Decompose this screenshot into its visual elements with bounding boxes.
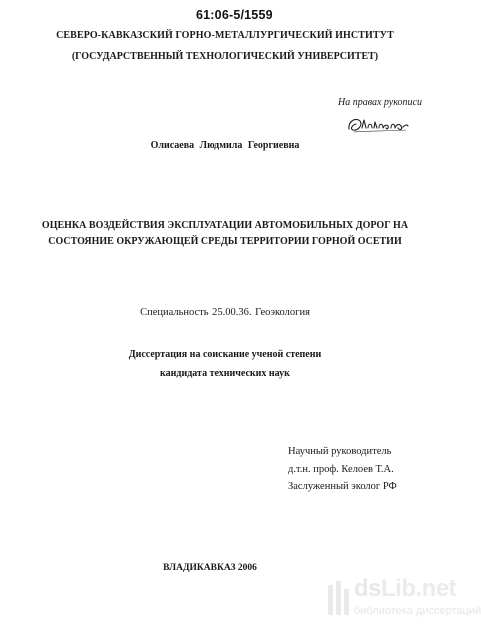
- supervisor-role: Научный руководитель: [288, 446, 392, 457]
- manuscript-rights-note: На правах рукописи: [338, 97, 422, 108]
- institute-name: СЕВЕРО-КАВКАЗСКИЙ ГОРНО-МЕТАЛЛУРГИЧЕСКИЙ ИНСТИТУТ: [56, 30, 394, 41]
- city-year: ВЛАДИКАВКАЗ 2006: [163, 563, 257, 573]
- dslib-logo-prefix: ds: [354, 575, 382, 602]
- title-line-1: ОЦЕНКА ВОЗДЕЙСТВИЯ ЭКСПЛУАТАЦИИ АВТОМОБИЛЬНЫХ ДОРОГ НА: [41, 220, 409, 231]
- dissertation-title: [0, 218, 450, 250]
- dslib-logo-icon: [326, 579, 352, 619]
- degree-line-2: кандидата технических наук: [160, 368, 290, 379]
- author-name: Олисаева Людмила Георгиевна: [150, 140, 300, 151]
- handwritten-signature: [346, 111, 410, 137]
- dslib-subtitle: библиотека диссертаций: [354, 605, 481, 617]
- archive-stamp: 61:06-5/1559: [196, 8, 273, 22]
- specialty-line: Специальность 25.00.36. Геоэкология: [140, 307, 310, 318]
- degree-statement: [0, 345, 450, 383]
- supervisor-block: [288, 443, 397, 496]
- title-line-2: СОСТОЯНИЕ ОКРУЖАЮЩЕЙ СРЕДЫ ТЕРРИТОРИИ ГОРНОЙ ОСЕТИИ: [48, 236, 402, 247]
- dslib-logo-text: [354, 575, 456, 603]
- supervisor-title: Заслуженный эколог РФ: [288, 481, 397, 492]
- supervisor-name: д.т.н. проф. Келоев Т.А.: [288, 463, 394, 475]
- institute-subtitle: (ГОСУДАРСТВЕННЫЙ ТЕХНОЛОГИЧЕСКИЙ УНИВЕРСИТЕТ): [71, 51, 379, 62]
- degree-line-1: Диссертация на соискание ученой степени: [128, 349, 322, 360]
- dslib-watermark: [320, 575, 481, 629]
- dslib-logo-main: Lib.net: [381, 575, 457, 602]
